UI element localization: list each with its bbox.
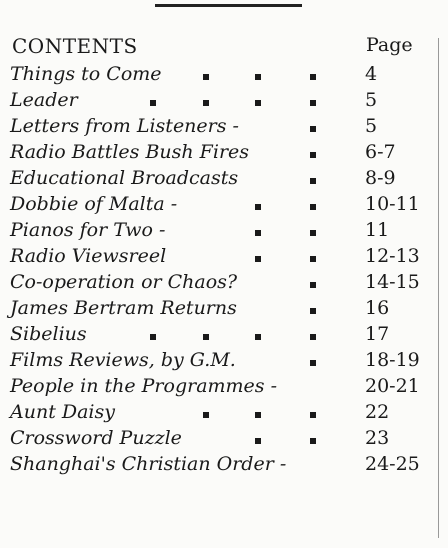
- toc-entry-page: 5: [365, 115, 378, 137]
- toc-entry-page: 6-7: [365, 141, 396, 163]
- contents-heading: CONTENTS: [12, 34, 138, 58]
- toc-entry-title: People in the Programmes -: [10, 375, 278, 397]
- leader-dot: [203, 100, 209, 106]
- toc-entry: [0, 348, 448, 374]
- toc-entry-title: Letters from Listeners -: [10, 115, 239, 137]
- leader-dot: [310, 256, 316, 262]
- leader-dot: [150, 100, 156, 106]
- leader-dot: [310, 334, 316, 340]
- leader-dot: [255, 334, 261, 340]
- toc-entry-page: 20-21: [365, 375, 420, 397]
- leader-dot: [310, 152, 316, 158]
- toc-entry-page: 4: [365, 63, 378, 85]
- leader-dot: [310, 412, 316, 418]
- toc-entry-page: 18-19: [365, 349, 420, 371]
- toc-entry-page: 11: [365, 219, 390, 241]
- contents-header: [0, 34, 448, 60]
- toc-entry: [0, 270, 448, 296]
- toc-entry-page: 24-25: [365, 453, 420, 475]
- leader-dot: [310, 438, 316, 444]
- toc-entry-page: 12-13: [365, 245, 420, 267]
- toc-entry-title: James Bertram Returns: [10, 297, 237, 319]
- toc-entry: [0, 88, 448, 114]
- toc-entry: [0, 452, 448, 478]
- toc-entry-title: Sibelius: [10, 323, 87, 345]
- toc-entry: [0, 62, 448, 88]
- leader-dot: [310, 230, 316, 236]
- leader-dot: [255, 438, 261, 444]
- toc-entry: [0, 296, 448, 322]
- toc-entry-title: Aunt Daisy: [10, 401, 115, 423]
- toc-entry: [0, 322, 448, 348]
- toc-entry-page: 14-15: [365, 271, 420, 293]
- toc-entry-title: Crossword Puzzle: [10, 427, 182, 449]
- leader-dot: [150, 334, 156, 340]
- leader-dot: [255, 256, 261, 262]
- leader-dot: [203, 74, 209, 80]
- toc-entry: [0, 166, 448, 192]
- toc-entry-title: Radio Viewsreel: [10, 245, 167, 267]
- toc-entry-title: Dobbie of Malta -: [10, 193, 178, 215]
- leader-dot: [203, 334, 209, 340]
- leader-dot: [310, 204, 316, 210]
- top-rule: [155, 4, 302, 7]
- toc-entry: [0, 244, 448, 270]
- toc-entry-page: 16: [365, 297, 390, 319]
- leader-dot: [310, 178, 316, 184]
- leader-dot: [310, 308, 316, 314]
- leader-dot: [255, 412, 261, 418]
- leader-dot: [310, 100, 316, 106]
- toc-entry-title: Leader: [10, 89, 78, 111]
- toc-entry-title: Things to Come: [10, 63, 162, 85]
- toc-entry-page: 8-9: [365, 167, 396, 189]
- toc-entry-page: 22: [365, 401, 390, 423]
- toc-entry: [0, 374, 448, 400]
- toc-entry-page: 17: [365, 323, 390, 345]
- toc-entry-title: Films Reviews, by G.M.: [10, 349, 236, 371]
- toc-entry: [0, 400, 448, 426]
- leader-dot: [255, 74, 261, 80]
- table-of-contents: [0, 62, 448, 478]
- page-column-heading: Page: [366, 34, 413, 56]
- toc-entry: [0, 140, 448, 166]
- toc-entry-title: Pianos for Two -: [10, 219, 166, 241]
- toc-entry-title: Educational Broadcasts: [10, 167, 239, 189]
- toc-entry: [0, 114, 448, 140]
- leader-dot: [255, 100, 261, 106]
- toc-entry-title: Shanghai's Christian Order -: [10, 453, 287, 475]
- toc-entry-page: 5: [365, 89, 378, 111]
- toc-entry-title: Radio Battles Bush Fires: [10, 141, 250, 163]
- leader-dot: [203, 412, 209, 418]
- leader-dot: [310, 126, 316, 132]
- toc-entry-title: Co-operation or Chaos?: [10, 271, 238, 293]
- toc-entry: [0, 426, 448, 452]
- leader-dot: [255, 230, 261, 236]
- toc-entry-page: 10-11: [365, 193, 420, 215]
- toc-entry: [0, 218, 448, 244]
- leader-dot: [310, 74, 316, 80]
- toc-entry: [0, 192, 448, 218]
- leader-dot: [255, 204, 261, 210]
- toc-entry-page: 23: [365, 427, 390, 449]
- leader-dot: [310, 360, 316, 366]
- leader-dot: [310, 282, 316, 288]
